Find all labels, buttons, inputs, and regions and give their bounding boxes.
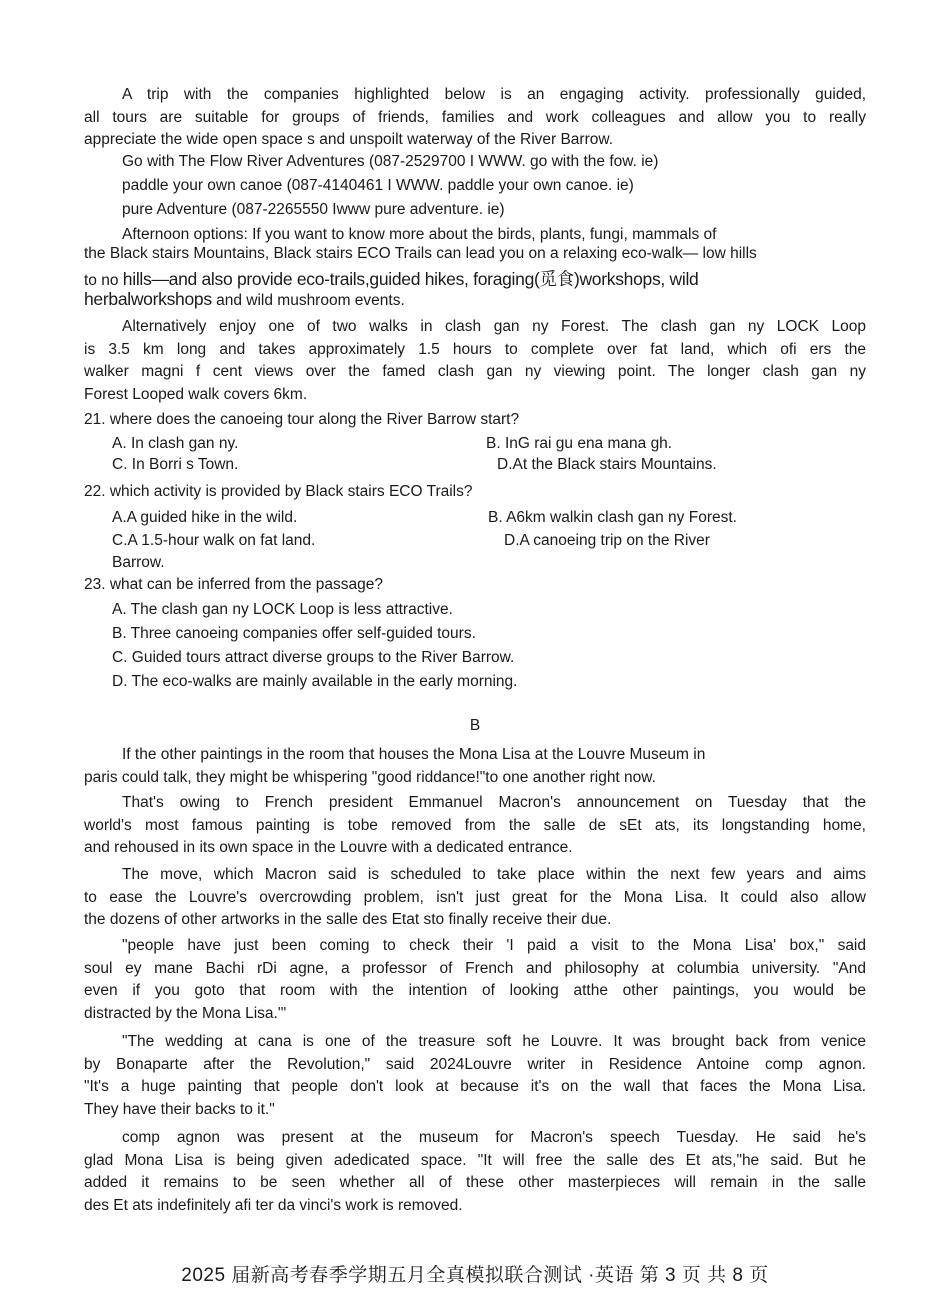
section-b-paragraph-6: comp agnon was present at the museum for Macron's speech Tuesday. He said he's glad Mona Lisa is being given adedicated space. "It will free the salle des Et ats,"he said. But he added it remains to be seen whether all of these other masterpieces will remain in the salle des Et ats indefinitely afi ter da vinci's work is removed.	[84, 1129, 866, 1214]
afternoon-line-2: the Black stairs Mountains, Black stairs ECO Trails can lead you on a relaxing eco-walk— low hills	[84, 245, 757, 262]
afternoon-line-3: to no hills—and also provide eco-trails,guided hikes, foraging(觅食)workshops, wild	[84, 269, 699, 289]
section-b-paragraph-2: That's owing to French president Emmanuel Macron's announcement on Tuesday that the world's most famous painting is tobe removed from the salle de sEt ats, its longstanding home, and rehoused in its own space in the Louvre with a dedicated entrance.	[84, 794, 866, 856]
q23-option-c: C. Guided tours attract diverse groups to the River Barrow.	[112, 649, 515, 666]
question-22: 22. which activity is provided by Black stairs ECO Trails?	[84, 483, 473, 500]
section-b-paragraph-3: The move, which Macron said is scheduled to take place within the next few years and aims to ease the Louvre's overcrowding problem, isn't just great for the Mona Lisa. It could also allow the dozens of other artworks in the salle des Etat sto finally receive their due.	[84, 866, 866, 928]
company-pure-adventure: pure Adventure (087-2265550 Iwww pure adventure. ie)	[122, 201, 505, 218]
q22-option-d-cont: Barrow.	[112, 554, 165, 571]
question-23: 23. what can be inferred from the passage?	[84, 576, 383, 593]
afternoon-line-1: Afternoon options: If you want to know more about the birds, plants, fungi, mammals of	[122, 226, 717, 243]
q21-option-b: B. InG rai gu ena mana gh.	[486, 435, 673, 452]
q21-option-a: A. In clash gan ny.	[112, 435, 239, 452]
section-b-paragraph-4: "people have just been coming to check their 'I paid a visit to the Mona Lisa' box," said soul ey mane Bachi rDi agne, a professor of French and philosophy at columbia university. "And even if you goto that room with the intention of looking atthe other paintings, you would be distracted by the Mona Lisa."'	[84, 937, 866, 1022]
section-b-paragraph-1: If the other paintings in the room that houses the Mona Lisa at the Louvre Museum in paris could talk, they might be whispering "good riddance!"to one another right now.	[84, 746, 706, 786]
q23-option-d: D. The eco-walks are mainly available in the early morning.	[112, 673, 518, 690]
q22-option-b: B. A6km walkin clash gan ny Forest.	[488, 509, 737, 526]
passage-a-intro: A trip with the companies highlighted below is an engaging activity. professionally guided, all tours are suitable for groups of friends, families and work colleagues and allow you to really appreciate the wide open space s and unspoilt waterway of the River Barrow.	[84, 86, 866, 148]
q23-option-b: B. Three canoeing companies offer self-guided tours.	[112, 625, 476, 642]
passage-a-walks: Alternatively enjoy one of two walks in clash gan ny Forest. The clash gan ny LOCK Loop is 3.5 km long and takes approximately 1.5 hours to complete over fat land, which ofi ers the walker magni f cent views over the famed clash gan ny viewing point. The longer clash gan ny Forest Looped walk covers 6km.	[84, 318, 866, 403]
q23-option-a: A. The clash gan ny LOCK Loop is less attractive.	[112, 601, 453, 618]
company-flow-river: Go with The Flow River Adventures (087-2529700 I WWW. go with the fow. ie)	[122, 153, 659, 170]
q21-option-d: D.At the Black stairs Mountains.	[497, 456, 717, 473]
page-footer: 2025 届新高考春季学期五月全真模拟联合测试 ·英语 第 3 页 共 8 页	[181, 1265, 769, 1286]
section-b-label: B	[469, 717, 481, 734]
question-21: 21. where does the canoeing tour along the River Barrow start?	[84, 411, 520, 428]
section-b-paragraph-5: "The wedding at cana is one of the treasure soft he Louvre. It was brought back from venice by Bonaparte after the Revolution," said 2024Louvre writer in Residence Antoine comp agnon. "It's a huge painting that people don't look at because it's on the wall that faces the Mona Lisa. They have their backs to it."	[84, 1033, 866, 1118]
company-paddle-canoe: paddle your own canoe (087-4140461 I WWW. paddle your own canoe. ie)	[122, 177, 634, 194]
q22-option-d: D.A canoeing trip on the River	[504, 532, 710, 549]
q21-option-c: C. In Borri s Town.	[112, 456, 239, 473]
afternoon-line-4: herbalworkshops and wild mushroom events.	[84, 289, 405, 309]
q22-option-c: C.A 1.5-hour walk on fat land.	[112, 532, 316, 549]
q22-option-a: A.A guided hike in the wild.	[112, 509, 298, 526]
